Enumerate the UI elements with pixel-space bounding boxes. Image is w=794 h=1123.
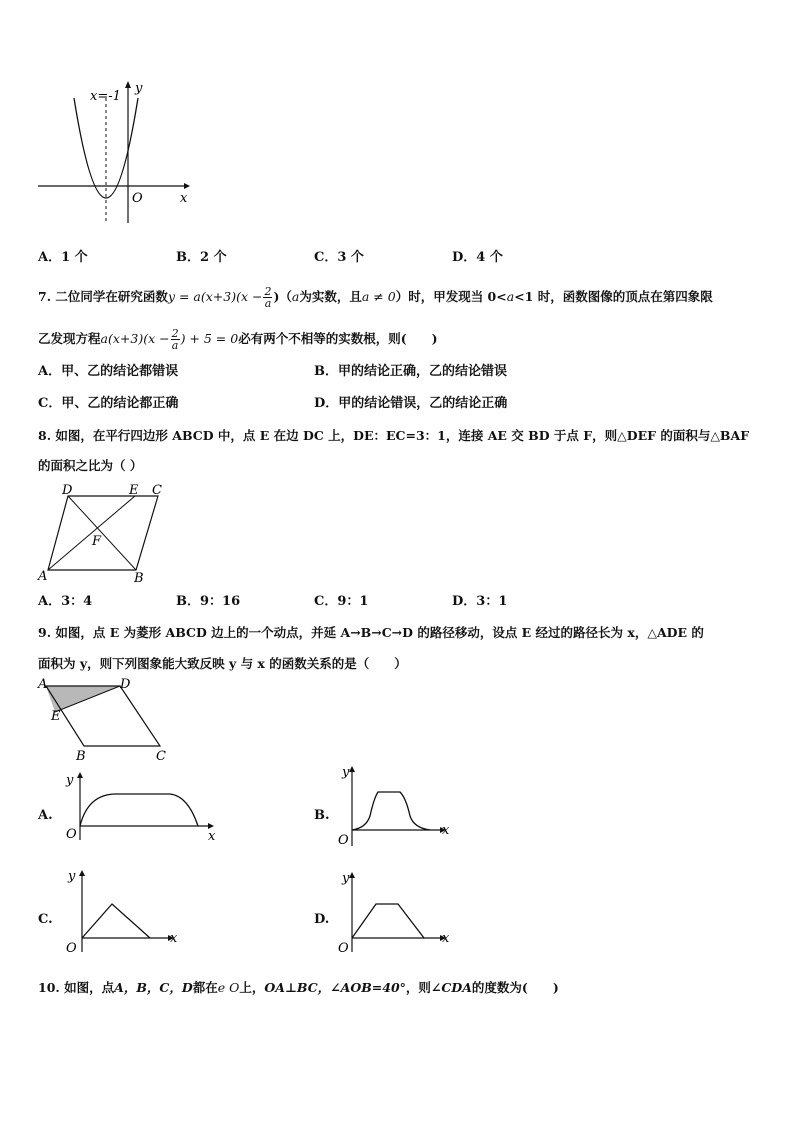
segment-ae [48, 496, 135, 570]
parallelogram-abcd [48, 496, 158, 570]
q6-option-b: B．2 个 [176, 250, 227, 265]
label-a: A [38, 677, 48, 692]
x-label: x [442, 823, 450, 838]
q7-option-d: D．甲的结论错误，乙的结论正确 [314, 396, 508, 411]
y-label: y [66, 773, 74, 788]
y-axis-arrow [349, 872, 355, 878]
parabola-figure [36, 78, 196, 228]
origin-label: O [66, 827, 77, 842]
label-b: B [76, 749, 86, 764]
label-e: E [129, 483, 139, 498]
rhombus-figure [36, 676, 176, 762]
q9-option-b-label: B. [314, 808, 330, 823]
q6-option-a: A．1 个 [38, 250, 88, 265]
label-d: D [120, 677, 131, 692]
q10-line1: 10. 如图，点A，B，C，D都在e O上，OA⊥BC，∠AOB=40°，则∠CDA的度数为( ) [38, 980, 559, 995]
label-c: C [152, 483, 162, 498]
q7-option-a: A．甲、乙的结论都错误 [38, 364, 179, 379]
q6-option-d: D．4 个 [452, 250, 503, 265]
axis-line-label: x=-1 [90, 89, 121, 104]
label-b: B [134, 571, 144, 586]
label-c: C [156, 749, 166, 764]
q8-option-a: A．3：4 [38, 594, 93, 609]
origin-label: O [66, 941, 77, 956]
label-a: A [38, 569, 48, 584]
x-label: x [442, 931, 450, 946]
origin-label: O [338, 941, 349, 956]
y-axis-arrow [77, 772, 83, 778]
x-label: x [170, 931, 178, 946]
q9-graph-b [334, 762, 464, 850]
curve [352, 792, 430, 830]
q7-option-c: C．甲、乙的结论都正确 [38, 396, 179, 411]
origin-label: O [338, 833, 349, 848]
curve [82, 904, 150, 938]
label-d: D [62, 483, 73, 498]
q9-option-a-label: A. [38, 808, 53, 823]
curve [352, 904, 424, 938]
q9-option-d-label: D. [314, 912, 330, 927]
q8-option-c: C．9：1 [314, 594, 369, 609]
x-label: x [208, 829, 216, 844]
y-axis-label: y [135, 81, 143, 96]
parallelogram-figure [36, 482, 176, 586]
q9-line1: 9. 如图，点 E 为菱形 ABCD 边上的一个动点，并延 A→B→C→D 的路径移动，设点 E 经过的路径长为 x，△ADE 的 [38, 625, 704, 640]
y-label: y [342, 871, 350, 886]
q8-option-d: D．3：1 [452, 594, 508, 609]
y-axis-arrow [79, 870, 85, 876]
origin-label: O [132, 191, 143, 206]
y-label: y [342, 765, 350, 780]
q9-line2: 面积为 y，则下列图象能大致反映 y 与 x 的函数关系的是（ ） [38, 656, 407, 671]
q7-line1: 7. 二位同学在研究函数y = a(x+3)(x − $\frac{2}{a}$ )（a为实数，且a ≠ 0）时，甲发现当 0<a<1 时，函数图像的顶点在第四象限 [38, 285, 713, 310]
y-axis-arrow [349, 766, 355, 772]
q9-graph-c [60, 866, 190, 956]
q7-line2: 乙发现方程a(x+3)(x − $\frac{2}{a}$ ) + 5 = 0必有两个不相等的实数根，则( ) [38, 327, 438, 352]
label-f: F [92, 534, 102, 549]
q9-graph-d [334, 868, 464, 954]
q8-line2: 的面积之比为（ ） [38, 458, 143, 473]
q9-graph-a [60, 770, 220, 844]
x-axis-label: x [180, 191, 188, 206]
q8-line1: 8. 如图，在平行四边形 ABCD 中，点 E 在边 DC 上，DE：EC=3：1，连接 AE 交 BD 于点 F，则△DEF 的面积与△BAF [38, 428, 750, 443]
y-label: y [68, 869, 76, 884]
q9-option-c-label: C. [38, 912, 53, 927]
diagonal-bd [68, 496, 136, 570]
q6-option-c: C．3 个 [314, 250, 364, 265]
q7-option-b: B．甲的结论正确，乙的结论错误 [314, 364, 508, 379]
label-e: E [51, 709, 61, 724]
y-axis-arrow [125, 81, 131, 88]
q8-option-b: B．9：16 [176, 594, 241, 609]
x-axis-arrow [184, 183, 190, 189]
curve [80, 794, 198, 826]
